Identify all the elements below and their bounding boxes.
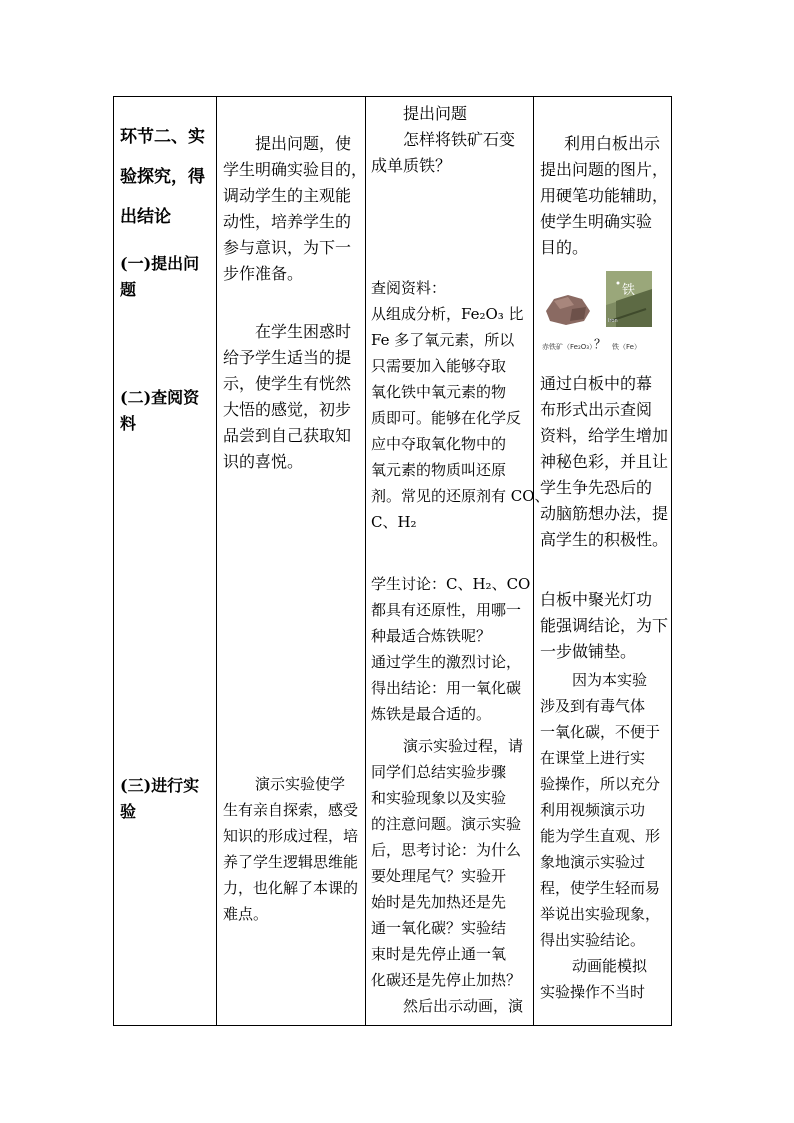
text-line: 白板中聚光灯功 <box>540 590 653 609</box>
text-line: 通一氧化碳？实验结 <box>371 919 507 937</box>
ore-to-iron-image <box>542 271 672 361</box>
text-line: 神秘色彩，并且让 <box>540 452 669 471</box>
hematite-ore-icon <box>542 291 592 327</box>
text-line: 力，也化解了本课的 <box>223 879 359 897</box>
text-line: 参与意识，为下一 <box>223 238 352 257</box>
section-title <box>120 117 216 237</box>
text-line: 提出问题 <box>403 104 468 123</box>
ore-caption: 赤铁矿（Fe₂O₃） <box>542 343 597 351</box>
text-line: 生有亲自探索，感受 <box>223 801 359 819</box>
text-line: 使学生明确实验 <box>540 212 653 231</box>
text-line: 氧元素的物质叫还原 <box>371 461 507 479</box>
reference-block <box>371 275 550 535</box>
text-line: 资料，给学生增加 <box>540 426 669 445</box>
text-line: 利用视频演示功 <box>540 801 646 819</box>
method-paragraph-3 <box>540 587 668 665</box>
text-line: 化碳还是先停止加热？ <box>371 971 522 989</box>
text-line: 大悟的感觉，初步 <box>223 400 352 419</box>
purpose-paragraph-1 <box>223 131 368 287</box>
iron-label: 铁 <box>622 283 636 298</box>
text-line: 涉及到有毒气体 <box>540 697 646 715</box>
text-line: 象地演示实验过 <box>540 853 646 871</box>
text-line: C、H₂ <box>371 513 417 531</box>
text-line: 提出问题，使 <box>255 134 352 153</box>
text-line: 后，思考讨论：为什么 <box>371 841 522 859</box>
text-line: 学生争先恐后的 <box>540 478 653 497</box>
text-line: 学生明确实验目的， <box>223 160 368 179</box>
step-consult-material <box>120 385 216 437</box>
text-line: 提出问题的图片， <box>540 160 669 179</box>
text-line: 在课堂上进行实 <box>540 749 646 767</box>
column-divider <box>533 97 534 1025</box>
text-line: 同学们总结实验步骤 <box>371 763 507 781</box>
text-line: 种最适合炼铁呢？ <box>371 627 492 645</box>
method-paragraph-2 <box>540 371 668 553</box>
text-line: 从组成分析，Fe₂O₃ 比 <box>371 305 524 323</box>
step-ask-question <box>120 251 216 303</box>
text-line: 的注意问题。演示实验 <box>371 815 522 833</box>
text-line: 得出实验结论。 <box>540 931 646 949</box>
text-line: 能强调结论，为下 <box>540 616 669 635</box>
iron-caption: 铁（Fe） <box>612 343 641 351</box>
text-line: 养了学生逻辑思维能 <box>223 853 359 871</box>
text-line: 步作准备。 <box>223 264 304 283</box>
text-line: 只需要加入能够夺取 <box>371 357 507 375</box>
question-block <box>371 101 527 179</box>
text-line: 验操作，所以充分 <box>540 775 661 793</box>
question-mark: ？ <box>594 337 607 351</box>
text-line: 在学生困惑时 <box>255 322 352 341</box>
text-line: 料 <box>120 414 137 433</box>
text-line: 一氧化碳，不便于 <box>540 723 661 741</box>
text-line: 束时是先停止通一氧 <box>371 945 507 963</box>
purpose-paragraph-2 <box>223 319 363 475</box>
demo-block <box>371 733 527 1019</box>
text-line: 程，使学生轻而易 <box>540 879 661 897</box>
text-line: 炼铁是最合适的。 <box>371 705 492 723</box>
text-line: 目的。 <box>540 238 589 257</box>
text-line: 学生讨论：C、H₂、CO <box>371 575 531 593</box>
text-line: 然后出示动画，演 <box>403 997 524 1015</box>
text-line: 始时是先加热还是先 <box>371 893 507 911</box>
text-line: 动画能模拟 <box>572 957 648 975</box>
text-line: 难点。 <box>223 905 269 923</box>
iron-small-label: Iron <box>608 318 618 324</box>
text-line: 氧化铁中氧元素的物 <box>371 383 507 401</box>
text-line: 查阅资料： <box>371 279 447 297</box>
text-line: 调动学生的主观能 <box>223 186 352 205</box>
text-line: Fe 多了氧元素，所以 <box>371 331 515 349</box>
text-line: 出结论 <box>120 207 171 227</box>
text-line: 高学生的积极性。 <box>540 530 669 549</box>
text-line: 和实验现象以及实验 <box>371 789 507 807</box>
text-line: 得出结论：用一氧化碳 <box>371 679 522 697</box>
purpose-paragraph-3 <box>223 771 363 927</box>
text-line: 用硬笔功能辅助， <box>540 186 669 205</box>
text-line: 怎样将铁矿石变 <box>403 130 516 149</box>
method-paragraph-4 <box>540 667 668 1005</box>
text-line: 题 <box>120 280 137 299</box>
text-line: 因为本实验 <box>572 671 648 689</box>
text-line: 给予学生适当的提 <box>223 348 352 367</box>
text-line: 布形式出示查阅 <box>540 400 653 419</box>
text-line: 识的喜悦。 <box>223 452 304 471</box>
text-line: 能为学生直观、形 <box>540 827 661 845</box>
text-line: 验 <box>120 802 137 821</box>
text-line: 知识的形成过程，培 <box>223 827 359 845</box>
text-line: 实验操作不当时 <box>540 983 646 1001</box>
discussion-block <box>371 571 531 727</box>
text-line: 利用白板出示 <box>564 134 661 153</box>
text-line: 质即可。能够在化学反 <box>371 409 522 427</box>
text-line: 举说出实验现象， <box>540 905 661 923</box>
step-experiment <box>120 773 216 825</box>
text-line: 动脑筋想办法，提 <box>540 504 669 523</box>
text-line: 示，使学生有恍然 <box>223 374 352 393</box>
text-line: 成单质铁？ <box>371 156 452 175</box>
text-line: 验探究，得 <box>120 167 205 187</box>
column-divider <box>216 97 217 1025</box>
lesson-table <box>113 96 672 1026</box>
text-line: 要处理尾气？实验开 <box>371 867 507 885</box>
text-line: 品尝到自己获取知 <box>223 426 352 445</box>
text-line: 通过白板中的幕 <box>540 374 653 393</box>
text-line: 通过学生的激烈讨论， <box>371 653 522 671</box>
text-line: 剂。常见的还原剂有 CO、 <box>371 487 550 505</box>
text-line: (二)查阅资 <box>120 388 200 407</box>
text-line: (三)进行实 <box>120 776 200 795</box>
text-line: 都具有还原性，用哪一 <box>371 601 522 619</box>
text-line: 演示实验过程，请 <box>403 737 524 755</box>
method-paragraph-1 <box>540 131 668 261</box>
text-line: 动性，培养学生的 <box>223 212 352 231</box>
text-line: 环节二、实 <box>120 127 205 147</box>
text-line: 应中夺取氧化物中的 <box>371 435 507 453</box>
text-line: (一)提出问 <box>120 254 200 273</box>
text-line: 一步做铺垫。 <box>540 642 637 661</box>
column-divider <box>365 97 366 1025</box>
text-line: 演示实验使学 <box>255 775 346 793</box>
